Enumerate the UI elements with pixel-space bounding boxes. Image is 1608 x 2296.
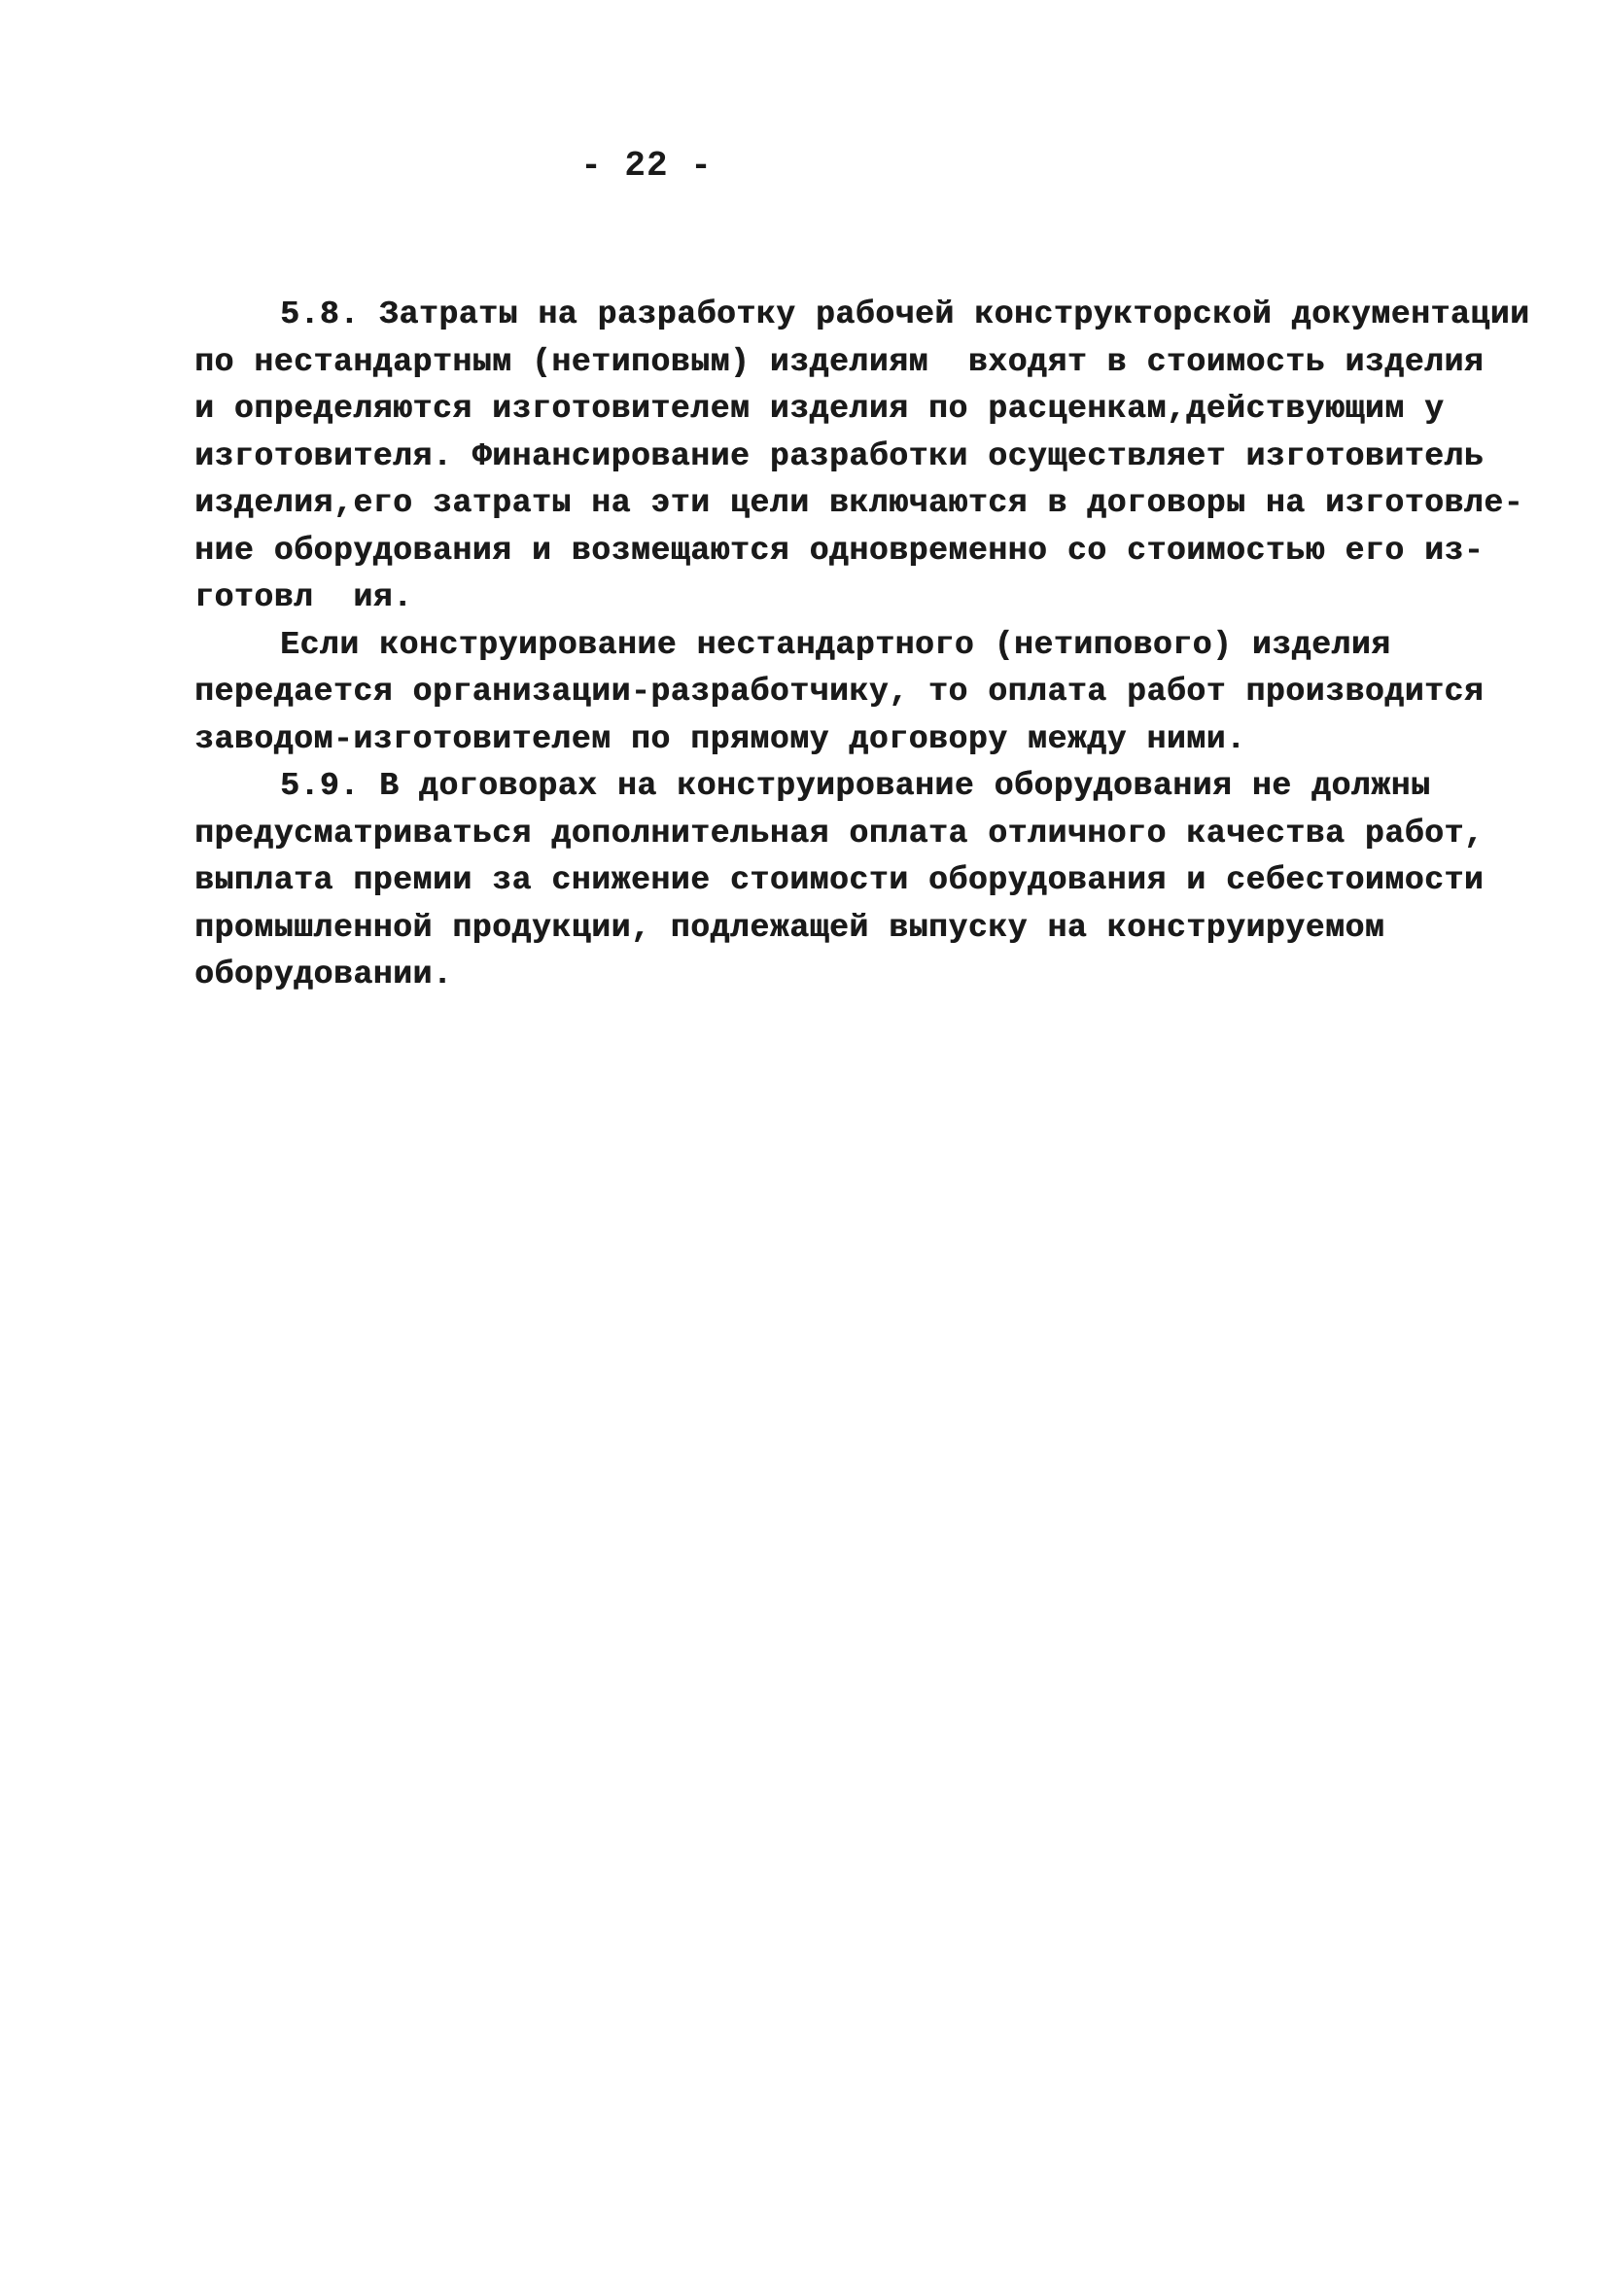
paragraph-5-8-line: по нестандартным (нетиповым) изделиям входят в стоимость изделия (194, 343, 1485, 380)
paragraph-5-8-line: и определяются изготовителем изделия по расценкам,действующим у (194, 391, 1445, 427)
paragraph-5-9-line: оборудовании. (194, 957, 453, 992)
document-body (194, 292, 1530, 999)
paragraph-5-9-line: промышленной продукции, подлежащей выпуску на конструируемом (194, 909, 1385, 946)
paragraph-continuation-line: Если конструирование нестандартного (нетипового) изделия (280, 626, 1391, 663)
paragraph-5-9-line: предусматриваться дополнительная оплата отличного качества работ, (194, 815, 1485, 852)
page-number: - 22 - (580, 146, 713, 186)
paragraph-5-9-line: выплата премии за снижение стоимости оборудования и себестоимости (194, 862, 1485, 898)
paragraph-continuation-line: передается организации-разработчику, то оплата работ производится (194, 674, 1485, 710)
paragraph-5-8-line: 5.8. Затраты на разработку рабочей конструкторской документации (280, 296, 1530, 332)
paragraph-5-8-line: изделия,его затраты на эти цели включаются в договоры на изготовле- (194, 485, 1524, 521)
paragraph-5-8-line: ние оборудования и возмещаются одновременно со стоимостью его из- (194, 532, 1485, 569)
paragraph-5-9-line: 5.9. В договорах на конструирование оборудования не должны (280, 768, 1431, 804)
paragraph-continuation-line: заводом-изготовителем по прямому договору между ними. (194, 720, 1246, 757)
paragraph-5-8-line: изготовителя. Финансирование разработки осуществляет изготовитель (194, 437, 1485, 474)
paragraph-5-8-line: готовл ия. (194, 579, 413, 615)
